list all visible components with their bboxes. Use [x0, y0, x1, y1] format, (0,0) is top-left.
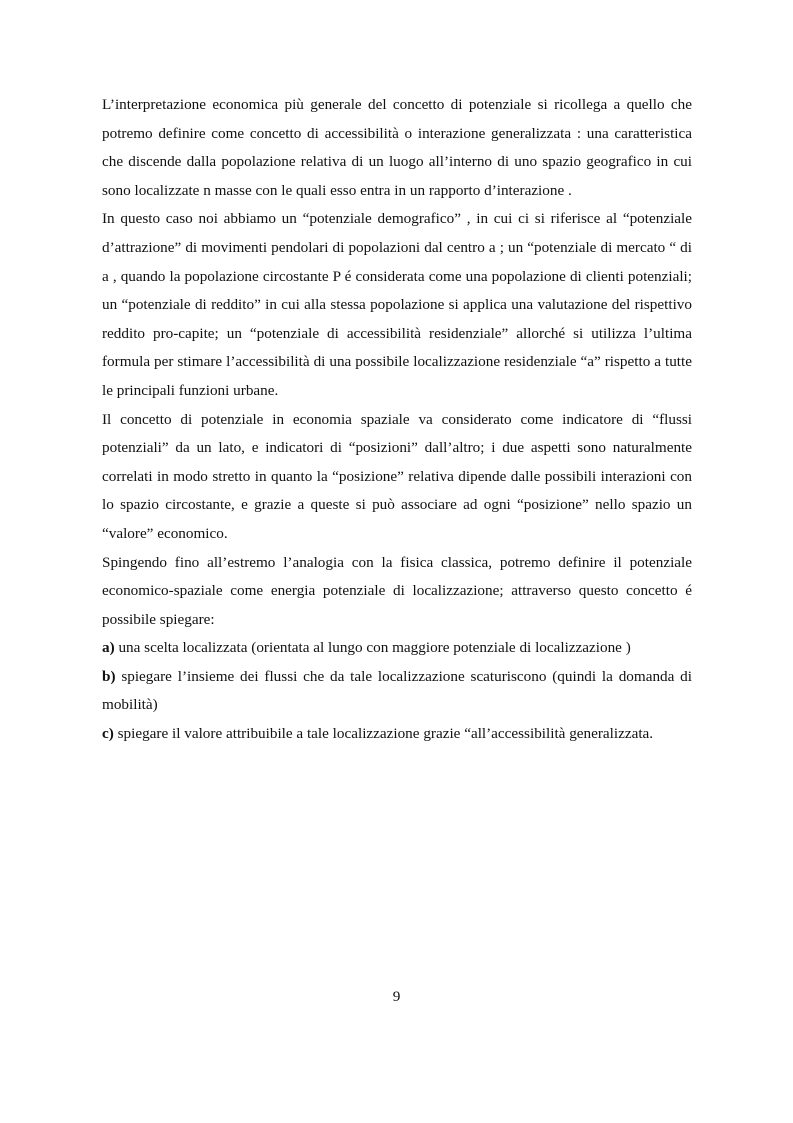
page-number: 9	[392, 988, 401, 1005]
list-item-text: spiegare l’insieme dei flussi che da tale localizzazione scaturiscono (quindi la domanda di mobilità)	[102, 667, 692, 714]
body-text	[102, 91, 692, 749]
list-item	[102, 634, 692, 663]
paragraph: In questo caso noi abbiamo un “potenziale demografico” , in cui ci si riferisce al “potenziale d’attrazione” di movimenti pendolari di popolazioni dal centro a ; un “potenziale di mercato “ di a , quando la popolazione circostante P é considerata come una popolazione di clienti potenziali; un “potenziale di reddito” in cui alla stessa popolazione si applica una valutazione del rispettivo reddito pro-capite; un “potenziale di accessibilità residenziale” allorché si utilizza l’ultima formula per stimare l’accessibilità di una possibile localizzazione residenziale “a” rispetto a tutte le principali funzioni urbane.	[102, 210, 692, 399]
list-marker: c)	[102, 725, 114, 743]
paragraph: Il concetto di potenziale in economia spaziale va considerato come indicatore di “flussi potenziali” da un lato, e indicatori di “posizioni” dall’altro; i due aspetti sono naturalmente correlati in modo stretto in quanto la “posizione” relativa dipende dalle possibili interazioni con lo spazio circostante, e grazie a queste si può associare ad ogni “posizione” nello spazio un “valore” economico.	[102, 410, 692, 542]
paragraph: L’interpretazione economica più generale del concetto di potenziale si ricollega a quello che potremo definire come concetto di accessibilità o interazione generalizzata : una caratteristica che discende dalla popolazione relativa di un luogo all’interno di uno spazio geografico in cui sono localizzate n masse con le quali esso entra in un rapporto d’interazione .	[102, 96, 692, 199]
paragraph: Spingendo fino all’estremo l’analogia con la fisica classica, potremo definire il potenziale economico-spaziale come energia potenziale di localizzazione; attraverso questo concetto é possibile spiegare:	[102, 553, 692, 628]
list-item-text: una scelta localizzata (orientata al lungo con maggiore potenziale di localizzazione )	[114, 639, 631, 657]
list-item	[102, 720, 692, 749]
list-item-text: spiegare il valore attribuibile a tale localizzazione grazie “all’accessibilità generalizzata.	[113, 725, 654, 743]
list-marker: a)	[102, 639, 115, 657]
list-marker: b)	[102, 667, 116, 685]
list-item	[102, 663, 692, 720]
